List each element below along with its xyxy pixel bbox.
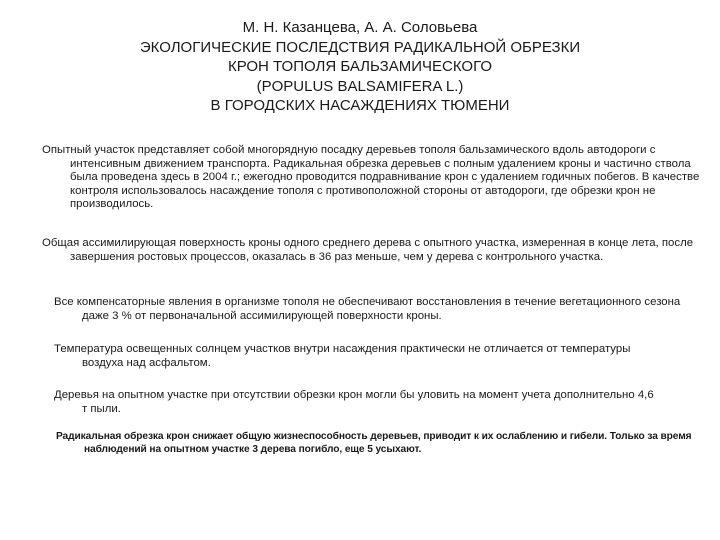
paragraph-conclusion: Радикальная обрезка крон снижает общую жизнеспособность деревьев, приводит к их ослаблению и гибели. Только за время наблюдений на опытном участке 3 дерева погибло, еще 5 усыхают. (56, 431, 692, 455)
paragraph-site-description: Опытный участок представляет собой многорядную посадку деревьев тополя бальзамического вдоль автодороги с интенсивным движением транспорта. Радикальная обрезка деревьев с полным удалением кроны и частично ствола была проведена здесь в 2004 г.; ежегодно проводится подравнивание крон с удалением годичных побегов. В качестве контроля использовалось насаждение тополя с противоположной стороны от автодороги, где обрезки крон не производилось. (42, 144, 700, 211)
slide-header (40, 18, 680, 116)
paragraph-assimilating-surface: Общая ассимилирующая поверхность кроны одного среднего дерева с опытного участка, измеренная в конце лета, после завершения ростовых процессов, оказалась в 36 раз меньше, чем у дерева с контрольного участка. (42, 237, 694, 263)
paragraph-temperature: Температура освещенных солнцем участков внутри насаждения практически не отличается от температуры воздуха над асфальтом. (54, 343, 631, 369)
authors: М. Н. Казанцева, А. А. Соловьева (242, 19, 478, 36)
title-line-1: ЭКОЛОГИЧЕСКИЕ ПОСЛЕДСТВИЯ РАДИКАЛЬНОЙ ОБРЕЗКИ (139, 38, 581, 56)
title-line-3: (POPULUS BALSAMIFERA L.) (256, 77, 464, 95)
paragraph-dust: Деревья на опытном участке при отсутствии обрезки крон могли бы уловить на момент учета дополнительно 4,6 т пыли. (54, 389, 654, 415)
title-line-2: КРОН ТОПОЛЯ БАЛЬЗАМИЧЕСКОГО (227, 58, 493, 75)
title-line-4: В ГОРОДСКИХ НАСАЖДЕНИЯХ ТЮМЕНИ (210, 97, 510, 114)
paragraph-compensatory: Все компенсаторные явления в организме тополя не обеспечивают восстановления в течение вегетационного сезона даже 3 % от первоначальной ассимилирующей поверхности кроны. (54, 296, 681, 322)
